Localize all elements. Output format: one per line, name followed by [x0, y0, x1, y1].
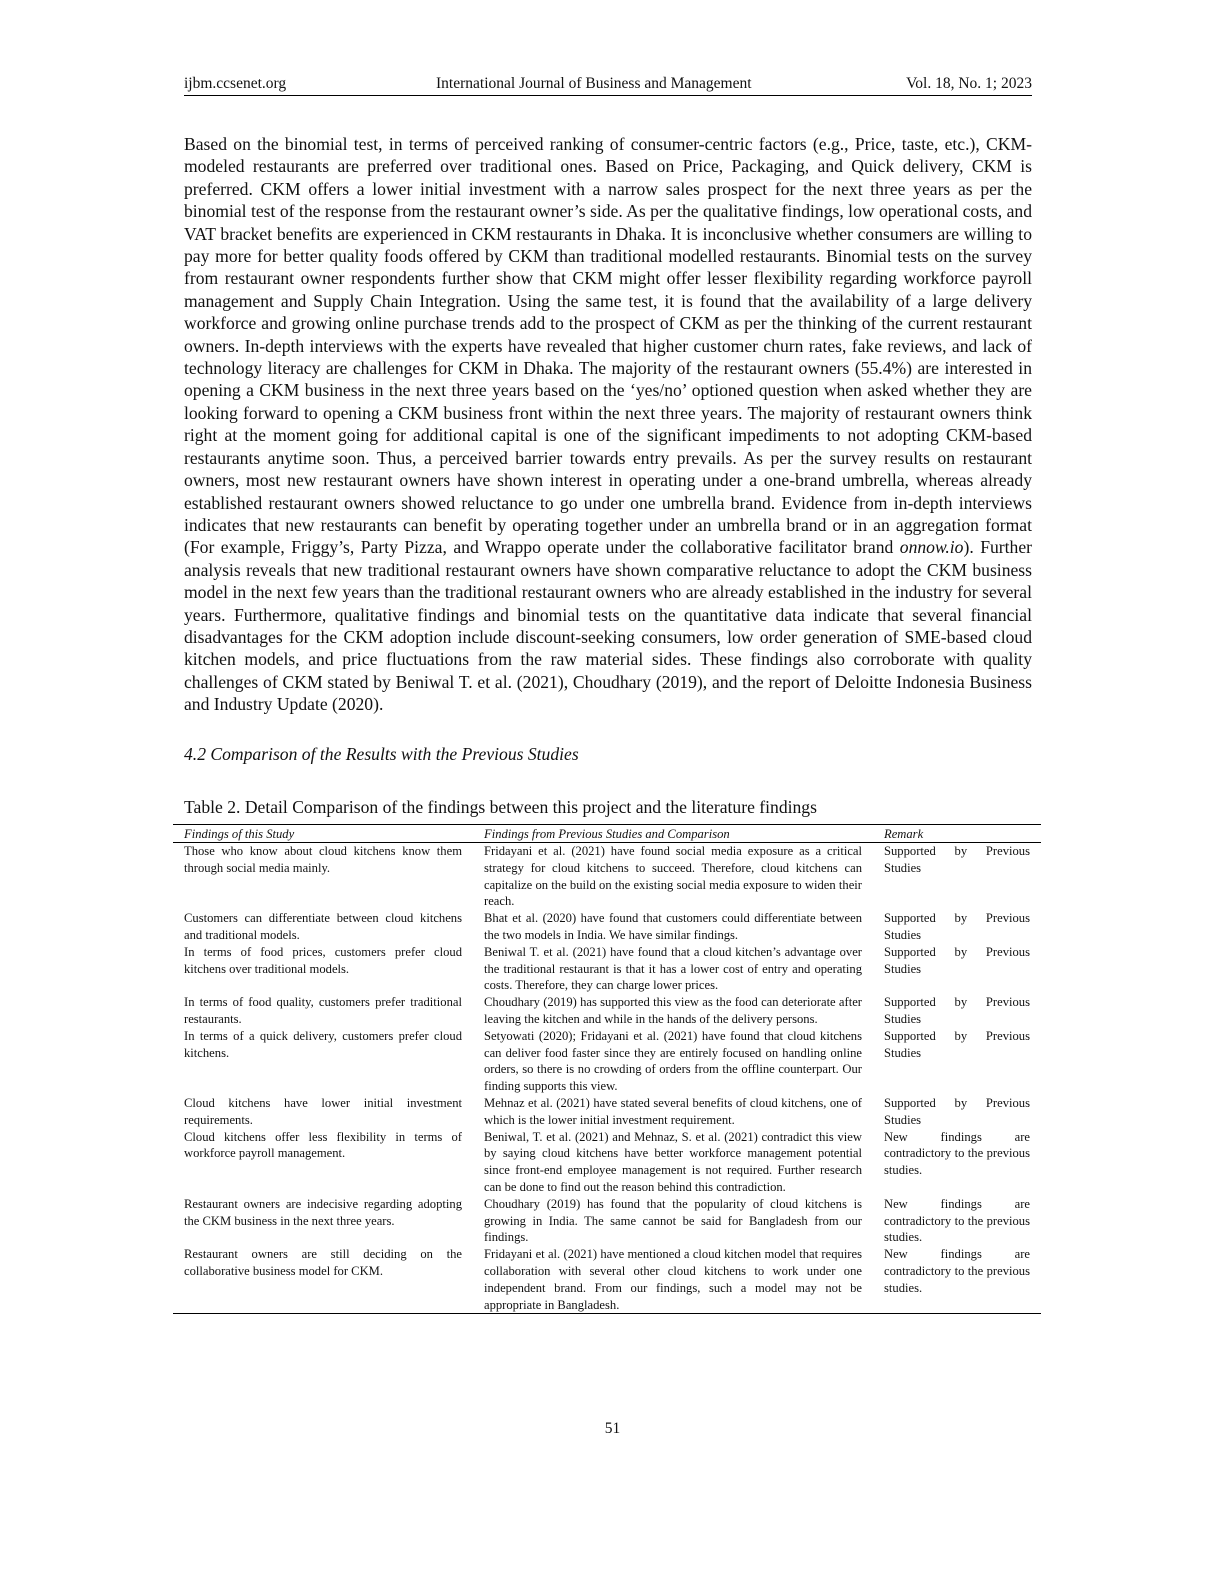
running-header: [184, 73, 1032, 96]
table-header-row: [173, 825, 1041, 843]
table-row: [173, 994, 1041, 1028]
header-findings-previous: Findings from Previous Studies and Comparison: [473, 825, 873, 843]
body-paragraph: [184, 133, 1032, 716]
cell-comparison: Fridayani et al. (2021) have found social media exposure as a critical strategy for cloud kitchens to succeed. Therefore, cloud kitchens can capitalize on the build on the existing social media exposure to widen their reach.: [484, 844, 862, 909]
cell-finding: Customers can differentiate between cloud kitchens and traditional models.: [184, 911, 462, 942]
cell-finding: In terms of food prices, customers prefer cloud kitchens over traditional models.: [184, 944, 462, 976]
table-row: [173, 1196, 1041, 1246]
cell-finding: In terms of a quick delivery, customers prefer cloud kitchens.: [184, 1028, 462, 1060]
cell-remark: Supported by Previous Studies: [884, 944, 1030, 976]
paragraph-text-1: Based on the binomial test, in terms of perceived ranking of consumer-centric factors (e.g., Price, taste, etc.), CKM-modeled restaurants are preferred over traditional ones. Based on Price, Packaging, and Quick delivery, CKM is preferred. CKM offers a lower initial investment with a narrow sales prospect for the next three years as per the binomial test of the response from the restaurant owner’s side. As per the qualitative findings, low operational costs, and VAT bracket benefits are experienced in CKM restaurants in Dhaka. It is inconclusive whether consumers are willing to pay more for better quality foods offered by CKM than traditional modelled restaurants. Binomial tests on the survey from restaurant owner respondents further show that CKM might offer lesser flexibility regarding workforce payroll management and Supply Chain Integration. Using the same test, it is found that the availability of a large delivery workforce and growing online purchase trends add to the prospect of CKM as per the thinking of the current restaurant owners. In-depth interviews with the experts have revealed that higher customer churn rates, fake reviews, and lack of technology literacy are challenges for CKM in Dhaka. The majority of the restaurant owners (55.4%) are interested in opening a CKM business in the next three years based on the ‘yes/no’ optioned question when asked whether they are looking forward to opening a CKM business front within the next three years. The majority of restaurant owners think right at the moment going for additional capital is one of the significant impediments to not adopting CKM-based restaurants anytime soon. Thus, a perceived barrier towards entry prevails. As per the survey results on restaurant owners, most new restaurant owners have shown interest in operating under a one-brand umbrella, whereas already established restaurant owners showed reluctance to go under one umbrella brand. Evidence from in-depth interviews indicates that new restaurants can benefit by operating together under an umbrella brand or in an aggregation format (For example, Friggy’s, Party Pizza, and Wrappo operate under the collaborative facilitator brand: [184, 134, 1032, 558]
paragraph-text-2: ). Further analysis reveals that new traditional restaurant owners have shown comparative reluctance to adopt the CKM business model in the next few years than the traditional restaurant owners who are already established in the industry for several years. Furthermore, qualitative findings and binomial tests on the quantitative data indicate that several financial disadvantages for the CKM adoption include discount-seeking consumers, low order generation of SME-based cloud kitchen models, and price fluctuations from the raw material sides. These findings also corroborate with quality challenges of CKM stated by Beniwal T. et al. (2021), Choudhary (2019), and the report of Deloitte Indonesia Business and Industry Update (2020).: [184, 537, 1032, 715]
cell-remark: Supported by Previous Studies: [884, 1028, 1030, 1060]
cell-remark: New findings are contradictory to the previous studies.: [884, 1247, 1030, 1295]
header-remark: Remark: [873, 825, 1041, 843]
cell-finding: In terms of food quality, customers prefer traditional restaurants.: [184, 995, 462, 1026]
journal-title: International Journal of Business and Management: [436, 75, 752, 92]
cell-finding: Those who know about cloud kitchens know them through social media mainly.: [184, 844, 462, 875]
cell-comparison: Bhat et al. (2020) have found that customers could differentiate between the two models in India. We have similar findings.: [484, 911, 862, 942]
table-row: [173, 1095, 1041, 1129]
cell-comparison: Setyowati (2020); Fridayani et al. (2021) have found that cloud kitchens can deliver food faster since they are entirely focused on handling online orders, so there is no crowding of orders from the offline counterpart. Our finding supports this view.: [484, 1028, 862, 1094]
table-caption: Table 2. Detail Comparison of the findings between this project and the literature findings: [184, 797, 817, 817]
cell-finding: Restaurant owners are indecisive regarding adopting the CKM business in the next three years.: [184, 1196, 462, 1228]
cell-finding: Restaurant owners are still deciding on the collaborative business model for CKM.: [184, 1247, 462, 1278]
paragraph-italic-brand: onnow.io: [899, 537, 964, 558]
table-row: [173, 910, 1041, 944]
table-row: [173, 1028, 1041, 1095]
cell-remark: Supported by Previous Studies: [884, 911, 1030, 942]
cell-comparison: Beniwal T. et al. (2021) have found that a cloud kitchen’s advantage over the traditional restaurant is that it has a lower cost of entry and operating costs. Therefore, they can charge lower prices.: [484, 944, 862, 993]
comparison-table: [173, 824, 1041, 1314]
cell-finding: Cloud kitchens have lower initial investment requirements.: [184, 1095, 462, 1127]
cell-comparison: Fridayani et al. (2021) have mentioned a cloud kitchen model that requires collaboration with several other cloud kitchens to work under one independent brand. From our findings, such a model may not be appropriate in Bangladesh.: [484, 1247, 862, 1312]
cell-remark: Supported by Previous Studies: [884, 1095, 1030, 1127]
table-row: [173, 843, 1041, 911]
cell-comparison: Choudhary (2019) has supported this view as the food can deteriorate after leaving the kitchen and while in the hands of the delivery persons.: [484, 995, 862, 1026]
cell-comparison: Choudhary (2019) has found that the popularity of cloud kitchens is growing in India. The same cannot be said for Bangladesh from our findings.: [484, 1196, 862, 1245]
cell-remark: New findings are contradictory to the previous studies.: [884, 1196, 1030, 1245]
table-row: [173, 944, 1041, 994]
header-findings-study: Findings of this Study: [173, 825, 473, 843]
cell-remark: New findings are contradictory to the previous studies.: [884, 1129, 1030, 1178]
table-row: [173, 1129, 1041, 1196]
table-row: [173, 1246, 1041, 1314]
section-heading: 4.2 Comparison of the Results with the Previous Studies: [184, 744, 579, 764]
comparison-table-wrapper: [173, 824, 1041, 1314]
volume-info: Vol. 18, No. 1; 2023: [906, 75, 1032, 92]
cell-remark: Supported by Previous Studies: [884, 995, 1030, 1026]
cell-remark: Supported by Previous Studies: [884, 844, 1030, 875]
page-number: 51: [604, 1420, 621, 1437]
cell-comparison: Mehnaz et al. (2021) have stated several benefits of cloud kitchens, one of which is the lower initial investment requirement.: [484, 1095, 862, 1127]
cell-comparison: Beniwal, T. et al. (2021) and Mehnaz, S. et al. (2021) contradict this view by saying cloud kitchens have better workforce management potential since front-end employee management is not required. Further research can be done to find out the reason behind this contradiction.: [484, 1129, 862, 1194]
cell-finding: Cloud kitchens offer less flexibility in terms of workforce payroll management.: [184, 1129, 462, 1161]
journal-url: ijbm.ccsenet.org: [184, 75, 287, 92]
